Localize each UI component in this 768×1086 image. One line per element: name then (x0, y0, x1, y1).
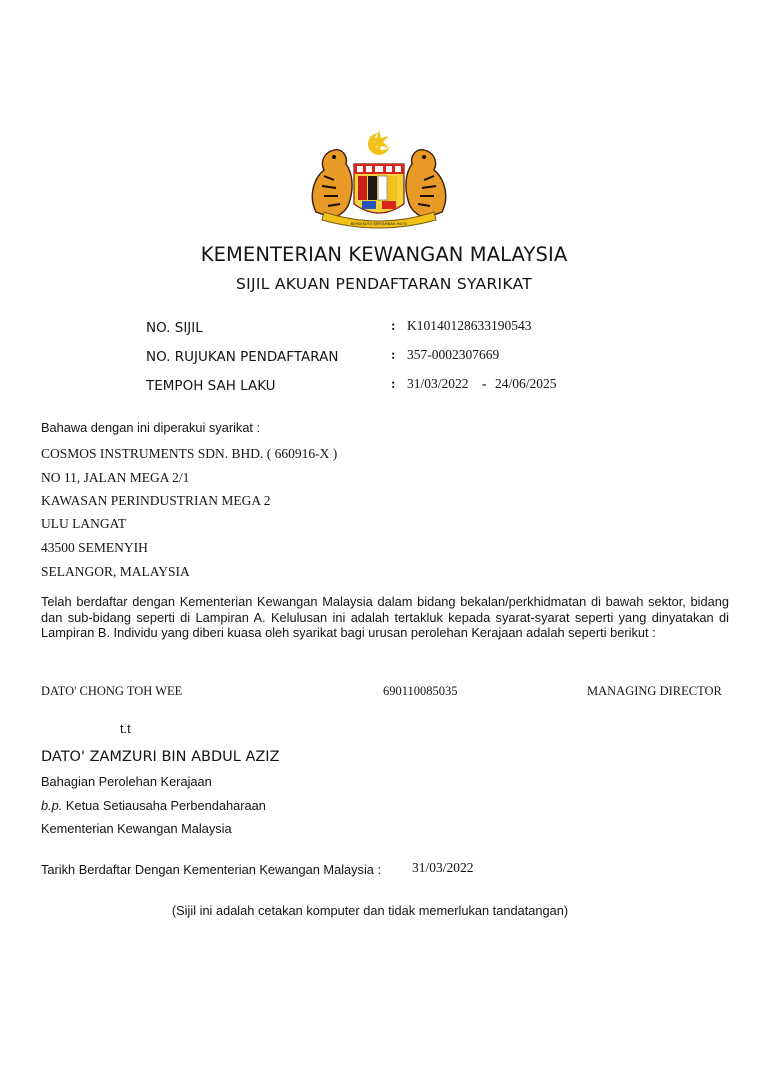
intro-text: Bahawa dengan ini diperakui syarikat : (41, 420, 261, 435)
tempoh-end: 24/06/2025 (495, 376, 557, 391)
computer-print-note: (Sijil ini adalah cetakan komputer dan tidak memerlukan tandatangan) (171, 903, 569, 918)
address-line: ULU LANGAT (41, 516, 127, 531)
address-line: NO 11, JALAN MEGA 2/1 (41, 470, 190, 485)
registration-date-label: Tarikh Berdaftar Dengan Kementerian Kewangan Malaysia : (41, 862, 382, 877)
authorized-ic: 690110085035 (383, 684, 458, 698)
signer-division: Bahagian Perolehan Kerajaan (41, 774, 212, 789)
company-name: COSMOS INSTRUMENTS SDN. BHD. ( 660916-X ) (41, 446, 338, 461)
authorized-position: MANAGING DIRECTOR (587, 684, 722, 698)
tempoh-dash: - (482, 376, 487, 391)
signer-bp-line (41, 798, 266, 813)
signer-ministry: Kementerian Kewangan Malaysia (41, 821, 232, 836)
authorized-name: DATO' CHONG TOH WEE (41, 684, 183, 698)
coat-of-arms-emblem (304, 126, 454, 232)
tempoh-colon: : (391, 376, 396, 391)
sijil-colon: : (391, 318, 396, 333)
rujukan-colon: : (391, 347, 396, 362)
registration-date: 31/03/2022 (412, 860, 474, 875)
registration-paragraph: Telah berdaftar dengan Kementerian Kewangan Malaysia dalam bidang bekalan/perkhidmatan di bawah sektor, bidang dan sub-bidang seperti di Lampiran A. Kelulusan ini adalah tertakluk kepada syarat-syarat seperti yang dinyatakan di Lampiran B. Individu yang diberi kuasa oleh syarikat bagi urusan perolehan Kerajaan adalah seperti berikut : (41, 594, 729, 640)
address-line: 43500 SEMENYIH (41, 540, 148, 555)
tempoh-label: TEMPOH SAH LAKU (146, 378, 276, 394)
certificate-title: SIJIL AKUAN PENDAFTARAN SYARIKAT (235, 275, 533, 293)
crest-scroll-text: BERSEKUTU BERTAMBAH MUTU (350, 222, 408, 226)
address-line: KAWASAN PERINDUSTRIAN MEGA 2 (41, 493, 271, 508)
tempoh-start: 31/03/2022 (407, 376, 469, 391)
address-line: SELANGOR, MALAYSIA (41, 564, 190, 579)
bp-abbrev: b.p. (41, 798, 63, 813)
rujukan-label: NO. RUJUKAN PENDAFTARAN (146, 349, 339, 365)
rujukan-value: 357-0002307669 (407, 347, 500, 362)
sijil-label: NO. SIJIL (146, 320, 203, 336)
bp-title: Ketua Setiausaha Perbendaharaan (65, 798, 266, 813)
ministry-title: KEMENTERIAN KEWANGAN MALAYSIA (200, 243, 568, 266)
sijil-value: K10140128633190543 (407, 318, 532, 333)
signer-name: DATO' ZAMZURI BIN ABDUL AZIZ (41, 749, 280, 765)
tt-mark: t.t (120, 721, 131, 736)
